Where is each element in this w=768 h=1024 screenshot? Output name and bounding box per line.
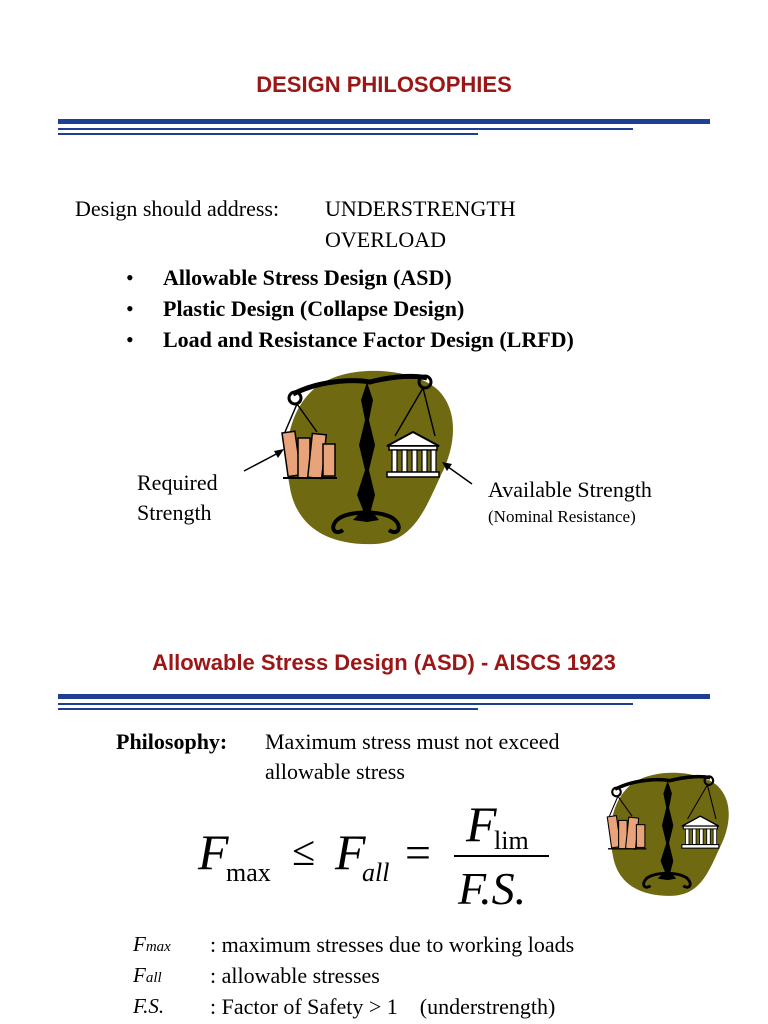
fraction-bar (454, 855, 549, 857)
formula-mid-symbol: F (335, 824, 366, 880)
title-rule-thick (58, 119, 710, 124)
formula-denominator: F.S. (458, 863, 527, 914)
definition-symbol: F.S. (133, 994, 165, 1018)
title-rule-thin-2 (58, 708, 478, 710)
list-item-label: Allowable Stress Design (ASD) (163, 265, 452, 290)
definition-subscript: max (145, 939, 171, 955)
definition-text: : allowable stresses (210, 963, 380, 988)
available-strength-caption: Available Strength (488, 477, 652, 502)
definition-symbol: Fall (133, 963, 162, 987)
title-rule-thin-1 (58, 128, 633, 130)
formula-lhs-subscript: max (226, 858, 271, 887)
formula-relation: ≤ (292, 829, 316, 875)
section1-title: DESIGN PHILOSOPHIES (256, 72, 512, 97)
required-strength-caption-line2: Strength (137, 500, 212, 525)
arrow-icon (240, 445, 290, 475)
bullet-icon: • (126, 327, 134, 352)
bullet-icon: • (126, 296, 134, 321)
formula-numerator-symbol: F (466, 796, 497, 852)
address-item-understrength: UNDERSTRENGTH (325, 196, 516, 221)
list-item-label: Plastic Design (Collapse Design) (163, 296, 465, 321)
definition-symbol: Fmax (133, 932, 171, 956)
formula-lhs-symbol: F (198, 824, 229, 880)
title-rule-thin-1 (58, 703, 633, 705)
bullet-icon: • (126, 265, 134, 290)
formula-mid-subscript: all (362, 858, 390, 887)
formula-equals: = (405, 827, 431, 878)
formula-numerator-subscript: lim (494, 826, 529, 855)
section2-title: Allowable Stress Design (ASD) - AISCS 1923 (152, 650, 616, 675)
philosophy-label: Philosophy: (116, 729, 228, 754)
address-label: Design should address: (75, 196, 280, 221)
arrow-icon (438, 458, 478, 488)
definition-subscript: all (145, 970, 162, 986)
philosophy-text-line1: Maximum stress must not exceed (265, 729, 560, 754)
title-rule-thin-2 (58, 133, 478, 135)
definition-text: : Factor of Safety > 1 (understrength) (210, 994, 556, 1019)
list-item-label: Load and Resistance Factor Design (LRFD) (163, 327, 574, 352)
balance-scale-icon (598, 765, 738, 900)
definition-text: : maximum stresses due to working loads (210, 932, 575, 957)
title-rule-thick (58, 694, 710, 699)
nominal-resistance-caption: (Nominal Resistance) (488, 507, 636, 526)
address-item-overload: OVERLOAD (325, 227, 446, 252)
philosophy-text-line2: allowable stress (265, 759, 405, 784)
balance-scale-icon (275, 360, 460, 550)
required-strength-caption-line1: Required (137, 470, 218, 495)
